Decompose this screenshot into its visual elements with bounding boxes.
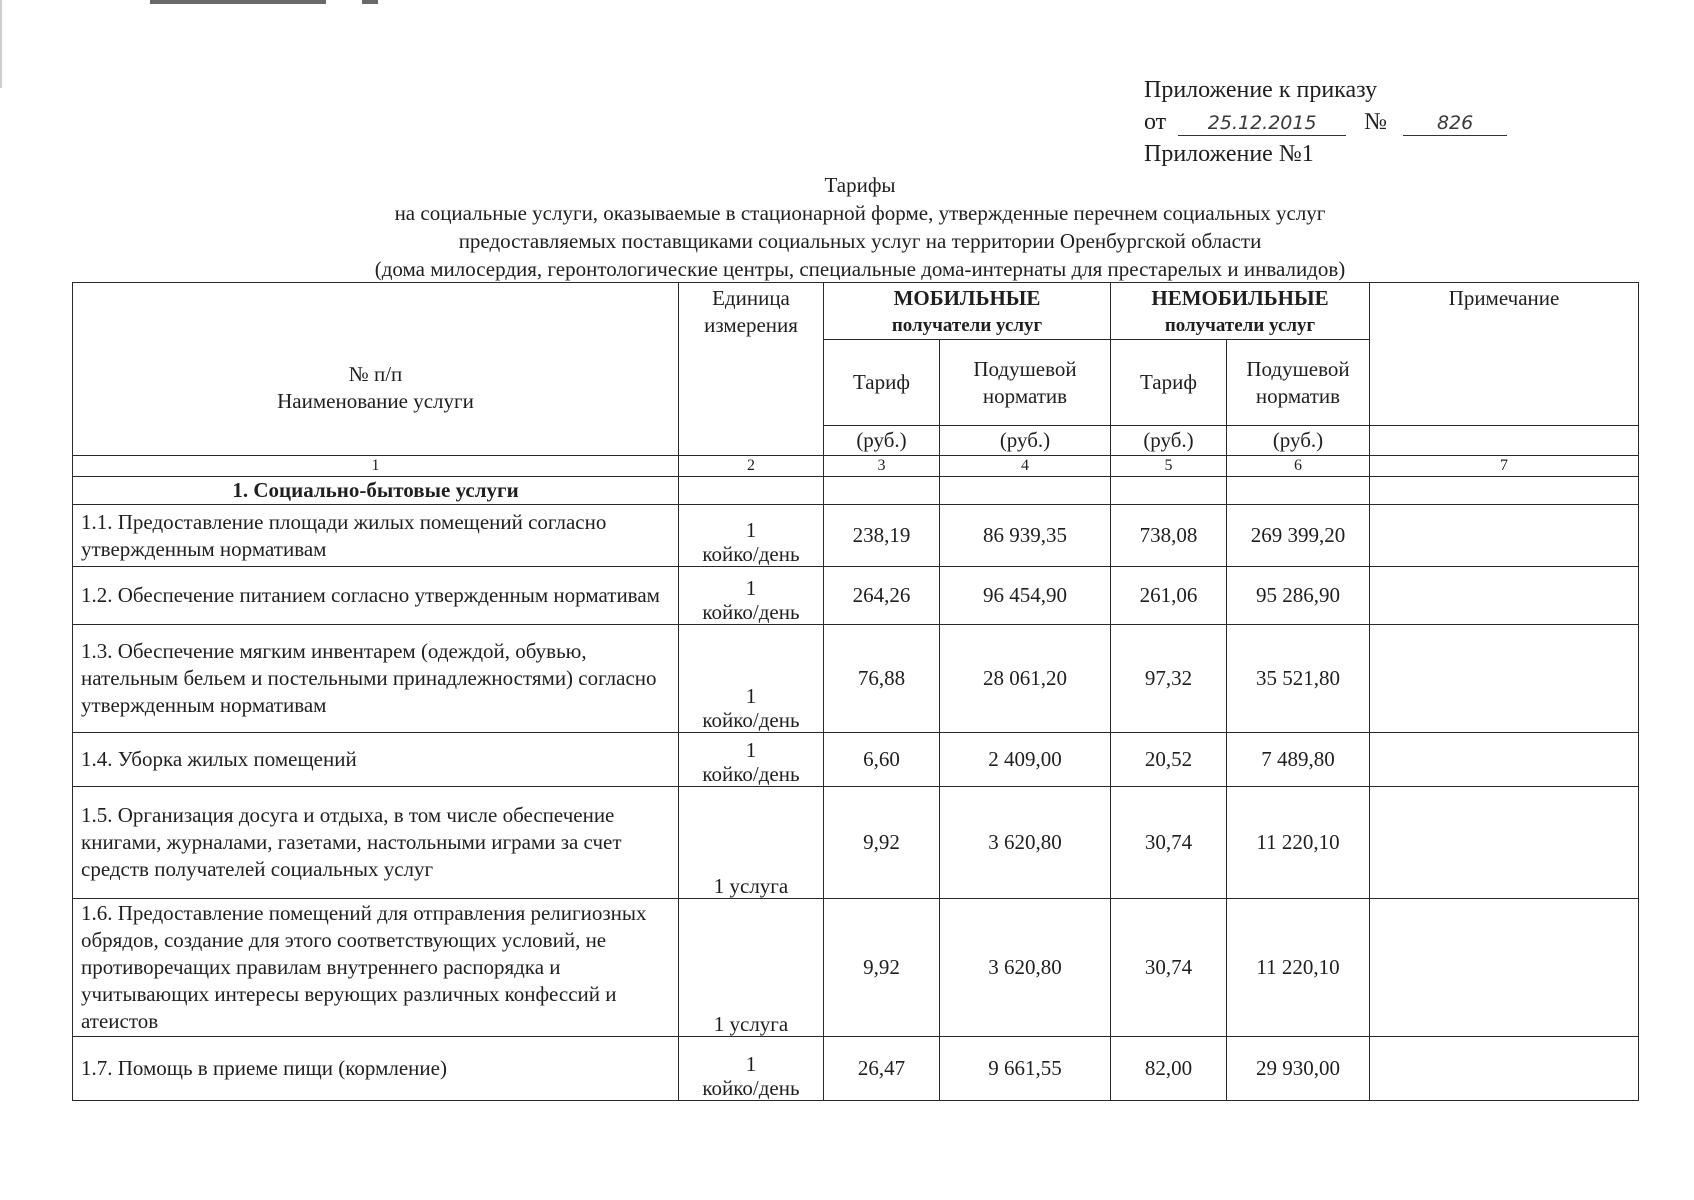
immobile-norm-cell: 95 286,90	[1227, 567, 1370, 625]
unit-line-1: 1	[745, 738, 757, 762]
mobile-norm-cell: 2 409,00	[940, 733, 1111, 787]
unit-line-2: койко/день	[702, 1076, 800, 1100]
immobile-norm-cell: 7 489,80	[1227, 733, 1370, 787]
mobile-tariff-cell: 238,19	[824, 505, 940, 567]
note-cell	[1370, 567, 1639, 625]
from-label: от	[1144, 109, 1167, 135]
appendix-title: Приложение к приказу	[1144, 77, 1378, 103]
mobile-norm-cell: 96 454,90	[940, 567, 1111, 625]
title-line-1: Тарифы	[824, 173, 896, 197]
appendix-header	[1144, 74, 1507, 170]
service-name-cell: 1.2. Обеспечение питанием согласно утвержденным нормативам	[73, 567, 679, 625]
section-title: 1. Социально-бытовые услуги	[73, 477, 679, 505]
unit-line-1: 1	[745, 576, 757, 600]
immobile-tariff-cell: 20,52	[1111, 733, 1227, 787]
immobile-norm-header: Подушевой норматив	[1227, 340, 1370, 426]
service-name-cell: 1.3. Обеспечение мягким инвентарем (одеждой, обувью, нательным бельем и постельными принадлежностями) согласно утвержденным нормативам	[73, 625, 679, 733]
unit-cell	[679, 625, 824, 733]
unit-cell	[679, 505, 824, 567]
mobile-tariff-cell: 9,92	[824, 899, 940, 1037]
immobile-tariff-unit: (руб.)	[1111, 426, 1227, 456]
scan-mark	[150, 0, 326, 4]
table-row	[73, 1037, 1639, 1101]
immobile-tariff-cell: 82,00	[1111, 1037, 1227, 1101]
column-number: 4	[940, 456, 1111, 477]
order-number-handwritten: 826	[1403, 111, 1507, 136]
unit-header: Единица измерения	[679, 283, 824, 456]
mobile-tariff-cell: 6,60	[824, 733, 940, 787]
mobile-norm-unit: (руб.)	[940, 426, 1111, 456]
column-number: 5	[1111, 456, 1227, 477]
mobile-tariff-cell: 9,92	[824, 787, 940, 899]
title-line-2: на социальные услуги, оказываемые в стационарной форме, утвержденные перечнем социальных услуг	[394, 201, 1326, 225]
note-cell	[1370, 787, 1639, 899]
unit-line-1: 1 услуга	[713, 1012, 789, 1036]
table-row	[73, 625, 1639, 733]
unit-cell	[679, 787, 824, 899]
note-cell	[1370, 625, 1639, 733]
column-number: 3	[824, 456, 940, 477]
empty-cell	[1370, 477, 1639, 505]
immobile-tariff-header: Тариф	[1111, 340, 1227, 426]
immobile-norm-cell: 35 521,80	[1227, 625, 1370, 733]
unit-cell	[679, 733, 824, 787]
document-title	[60, 171, 1660, 283]
empty-cell	[824, 477, 940, 505]
mobile-subtitle: получатели услуг	[891, 315, 1043, 336]
immobile-norm-cell: 269 399,20	[1227, 505, 1370, 567]
number-header: № п/п	[348, 362, 403, 386]
note-cell	[1370, 1037, 1639, 1101]
immobile-norm-unit: (руб.)	[1227, 426, 1370, 456]
immobile-header	[1111, 283, 1370, 340]
unit-line-1: 1	[745, 518, 757, 542]
note-header: Примечание	[1370, 283, 1639, 426]
column-number: 2	[679, 456, 824, 477]
service-name-cell: 1.5. Организация досуга и отдыха, в том числе обеспечение книгами, журналами, газетами, настольными играми за счет средств получателей социальных услуг	[73, 787, 679, 899]
mobile-norm-cell: 3 620,80	[940, 787, 1111, 899]
unit-line-2: койко/день	[702, 600, 800, 624]
column-number: 6	[1227, 456, 1370, 477]
mobile-tariff-header: Тариф	[824, 340, 940, 426]
unit-line-1: 1	[745, 684, 757, 708]
section-row	[73, 477, 1639, 505]
name-header	[73, 283, 679, 456]
note-cell	[1370, 505, 1639, 567]
unit-line-2: койко/день	[702, 542, 800, 566]
title-line-4: (дома милосердия, геронтологические центры, специальные дома-интернаты для престарелых и инвалидов)	[374, 257, 1346, 281]
unit-cell	[679, 1037, 824, 1101]
mobile-norm-cell: 86 939,35	[940, 505, 1111, 567]
immobile-tariff-cell: 30,74	[1111, 899, 1227, 1037]
service-name-cell: 1.7. Помощь в приеме пищи (кормление)	[73, 1037, 679, 1101]
table-row	[73, 787, 1639, 899]
unit-cell	[679, 567, 824, 625]
note-cell	[1370, 733, 1639, 787]
unit-line-2: койко/день	[702, 708, 800, 732]
immobile-tariff-cell: 97,32	[1111, 625, 1227, 733]
service-name-cell: 1.1. Предоставление площади жилых помещений согласно утвержденным нормативам	[73, 505, 679, 567]
empty-cell	[1227, 477, 1370, 505]
empty-cell	[940, 477, 1111, 505]
immobile-norm-cell: 11 220,10	[1227, 787, 1370, 899]
mobile-norm-cell: 9 661,55	[940, 1037, 1111, 1101]
immobile-norm-cell: 11 220,10	[1227, 899, 1370, 1037]
number-label: №	[1364, 109, 1388, 135]
immobile-subtitle: получатели услуг	[1164, 315, 1316, 336]
immobile-title: НЕМОБИЛЬНЫЕ	[1151, 286, 1329, 310]
empty-cell	[1111, 477, 1227, 505]
mobile-header	[824, 283, 1111, 340]
immobile-tariff-cell: 261,06	[1111, 567, 1227, 625]
table-row	[73, 567, 1639, 625]
mobile-norm-cell: 3 620,80	[940, 899, 1111, 1037]
mobile-tariff-cell: 76,88	[824, 625, 940, 733]
appendix-number: Приложение №1	[1144, 141, 1314, 167]
order-reference	[1144, 106, 1507, 138]
immobile-tariff-cell: 738,08	[1111, 505, 1227, 567]
title-line-3: предоставляемых поставщиками социальных услуг на территории Оренбургской области	[458, 229, 1262, 253]
note-unit-cell	[1370, 426, 1639, 456]
column-number: 1	[73, 456, 679, 477]
scan-mark	[362, 0, 378, 4]
service-name-cell: 1.6. Предоставление помещений для отправления религиозных обрядов, создание для этого соответствующих условий, не противоречащих правилам внутреннего распорядка и учитывающих интересы верующих различных конфессий и атеистов	[73, 899, 679, 1037]
mobile-tariff-cell: 26,47	[824, 1037, 940, 1101]
mobile-tariff-unit: (руб.)	[824, 426, 940, 456]
immobile-norm-cell: 29 930,00	[1227, 1037, 1370, 1101]
header-row-1	[73, 283, 1639, 340]
column-number-row	[73, 456, 1639, 477]
service-name-cell: 1.4. Уборка жилых помещений	[73, 733, 679, 787]
column-number: 7	[1370, 456, 1639, 477]
scan-edge	[0, 0, 2, 88]
unit-line-1: 1	[745, 1052, 757, 1076]
service-name-header: Наименование услуги	[277, 389, 474, 413]
unit-line-2: 1 услуга	[713, 874, 789, 898]
table-row	[73, 899, 1639, 1037]
order-date-handwritten: 25.12.2015	[1178, 111, 1346, 136]
note-cell	[1370, 899, 1639, 1037]
immobile-tariff-cell: 30,74	[1111, 787, 1227, 899]
unit-line-2: койко/день	[702, 762, 800, 786]
mobile-norm-cell: 28 061,20	[940, 625, 1111, 733]
table-row	[73, 733, 1639, 787]
tariffs-table	[72, 282, 1639, 1101]
mobile-title: МОБИЛЬНЫЕ	[893, 286, 1041, 310]
unit-cell	[679, 899, 824, 1037]
mobile-norm-header: Подушевой норматив	[940, 340, 1111, 426]
mobile-tariff-cell: 264,26	[824, 567, 940, 625]
table-row	[73, 505, 1639, 567]
empty-cell	[679, 477, 824, 505]
